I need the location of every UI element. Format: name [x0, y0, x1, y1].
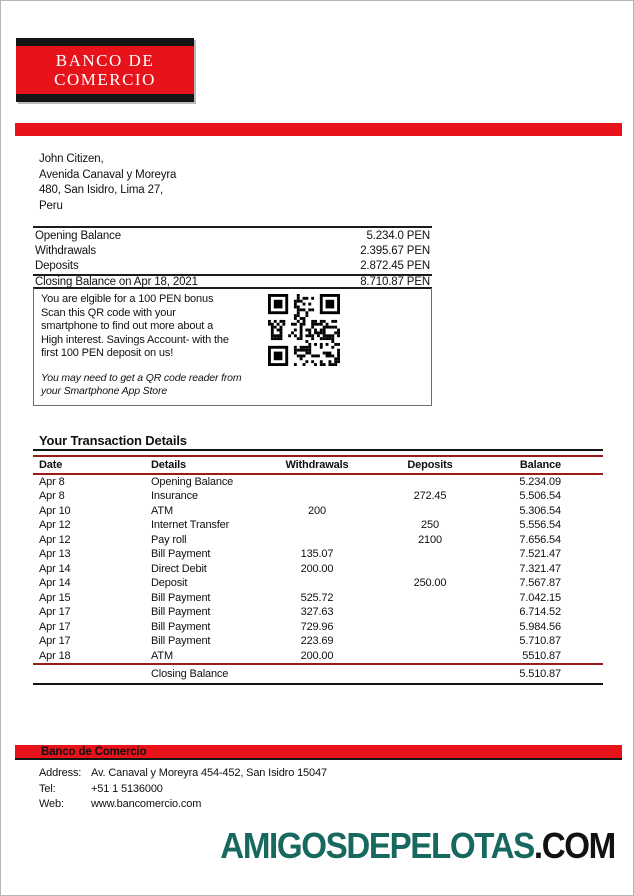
web-label: Web: — [39, 798, 64, 811]
promo-note — [41, 372, 241, 397]
cell-balance: 5.556.54 — [519, 519, 561, 531]
summary-label: Opening Balance — [35, 229, 121, 242]
table-row — [33, 547, 603, 562]
cell-deposits — [381, 649, 479, 665]
cell-deposits: 250 — [421, 519, 439, 531]
cell-balance: 5.306.54 — [519, 504, 561, 517]
promo-text-line: You are elgible for a 100 PEN bonus — [41, 293, 214, 305]
cell-withdrawals: 327.63 — [300, 606, 334, 618]
cell-withdrawals: 223.69 — [300, 635, 334, 647]
cell-balance: 5.984.56 — [519, 620, 561, 633]
cell-details: Insurance — [151, 490, 198, 502]
cell-balance: 7.321.47 — [519, 562, 561, 575]
table-row — [33, 474, 603, 490]
watermark — [220, 825, 615, 867]
promo-text-line: first 100 PEN deposit on us! — [41, 347, 174, 359]
cell-date: Apr 13 — [39, 548, 71, 560]
summary-value: 2.872.45 PEN — [360, 260, 430, 273]
cell-balance: 7.656.54 — [519, 533, 561, 546]
cell-details: Bill Payment — [151, 548, 211, 560]
watermark-main: AMIGOSDEPELOTAS — [220, 825, 535, 866]
cell-withdrawals — [253, 533, 381, 548]
table-row — [33, 518, 603, 533]
cell-withdrawals — [253, 518, 381, 533]
summary-label: Deposits — [35, 260, 79, 273]
col-header-balance: Balance — [519, 458, 561, 471]
recipient-line: John Citizen, — [39, 153, 104, 165]
table-row — [33, 591, 603, 606]
cell-details: Internet Transfer — [151, 519, 230, 531]
recipient-line: 480, San Isidro, Lima 27, — [39, 184, 164, 196]
cell-date: Apr 12 — [39, 519, 71, 531]
cell-details: Pay roll — [151, 533, 187, 546]
summary-row — [33, 243, 432, 258]
cell-deposits — [381, 591, 479, 606]
promo-text-line: smartphone to find out more about a — [41, 320, 214, 332]
cell-withdrawals: 200.00 — [300, 649, 334, 662]
cell-balance: 5.710.87 — [519, 635, 561, 647]
bank-logo-line1: BANCO DE — [55, 51, 155, 70]
cell-withdrawals: 729.96 — [300, 620, 334, 633]
cell-date: Apr 12 — [39, 533, 71, 546]
summary-label: Withdrawals — [35, 244, 96, 257]
cell-date: Apr 14 — [39, 562, 71, 575]
cell-deposits — [381, 547, 479, 562]
promo-text-line: Scan this QR code with your — [41, 306, 176, 319]
qr-code-icon — [268, 294, 340, 366]
col-header-deposits: Deposits — [407, 458, 453, 471]
cell-details: Direct Debit — [151, 562, 207, 575]
cell-deposits — [381, 664, 479, 684]
transactions-body — [33, 474, 603, 665]
cell-withdrawals: 525.72 — [300, 591, 334, 604]
table-row — [33, 649, 603, 665]
table-row — [33, 620, 603, 635]
cell-deposits: 272.45 — [413, 490, 447, 502]
tel-value: +51 1 5136000 — [91, 782, 163, 795]
watermark-suffix: .COM — [534, 825, 615, 866]
table-row — [33, 562, 603, 577]
address-label: Address: — [39, 767, 82, 779]
cell-details: ATM — [151, 649, 173, 662]
cell-balance: 5.234.09 — [519, 475, 561, 488]
table-row — [33, 489, 603, 504]
summary-value: 8.710.87 PEN — [360, 275, 430, 288]
cell-details: Bill Payment — [151, 620, 211, 633]
transactions-title: Your Transaction Details — [39, 433, 187, 448]
cell-withdrawals — [253, 576, 381, 591]
cell-withdrawals: 200.00 — [300, 562, 334, 575]
col-header-withdrawals: Withdrawals — [285, 458, 349, 471]
bank-logo — [16, 38, 194, 102]
cell-date: Apr 15 — [39, 591, 71, 604]
cell-balance: 6.714.52 — [519, 606, 561, 618]
address-value: Av. Canaval y Moreyra 454-452, San Isidro 15047 — [91, 767, 327, 779]
closing-balance-label: Closing Balance — [151, 667, 229, 680]
cell-date: Apr 17 — [39, 635, 71, 647]
recipient-address-block — [39, 152, 176, 214]
summary-row — [33, 228, 432, 243]
promo-text-line: High interest. Savings Account- with the — [41, 333, 229, 346]
table-row — [33, 605, 603, 620]
cell-date: Apr 17 — [39, 620, 71, 633]
footer-web-row — [39, 797, 327, 813]
recipient-line: Avenida Canaval y Moreyra — [39, 168, 177, 181]
promo-text — [41, 293, 276, 361]
summary-label: Closing Balance on Apr 18, 2021 — [35, 275, 198, 288]
cell-date: Apr 14 — [39, 577, 71, 589]
cell-deposits: 250.00 — [413, 577, 447, 589]
summary-row — [33, 274, 432, 289]
cell-deposits — [381, 562, 479, 577]
footer-contact-block — [39, 766, 327, 813]
closing-balance-row — [33, 664, 603, 684]
col-header-date: Date — [39, 458, 63, 471]
cell-deposits — [381, 605, 479, 620]
cell-details: ATM — [151, 504, 173, 517]
cell-withdrawals — [253, 664, 381, 684]
closing-balance-value: 5.510.87 — [519, 667, 561, 680]
transactions-header — [33, 456, 603, 474]
recipient-line: Peru — [39, 199, 63, 212]
cell-deposits — [381, 504, 479, 519]
cell-details: Opening Balance — [151, 475, 234, 488]
cell-date: Apr 8 — [39, 475, 65, 488]
cell-withdrawals — [253, 474, 381, 490]
tel-label: Tel: — [39, 782, 56, 795]
cell-balance: 5510.87 — [522, 649, 561, 662]
promo-box — [33, 288, 432, 406]
footer-bank-bar — [15, 745, 622, 760]
summary-value: 5.234.0 PEN — [366, 229, 430, 242]
title-rule — [33, 449, 603, 451]
cell-deposits: 2100 — [418, 533, 442, 546]
cell-details: Bill Payment — [151, 606, 211, 618]
col-header-details: Details — [151, 458, 187, 471]
cell-date: Apr 18 — [39, 649, 71, 662]
promo-note-line: your Smartphone App Store — [41, 384, 168, 397]
cell-date: Apr 17 — [39, 606, 71, 618]
transactions-footer — [33, 664, 603, 684]
cell-balance: 7.521.47 — [519, 548, 561, 560]
cell-balance: 7.042.15 — [519, 591, 561, 604]
cell-withdrawals: 200 — [308, 504, 326, 517]
bank-logo-plate — [16, 38, 194, 102]
header-row — [33, 456, 603, 474]
cell-balance: 5.506.54 — [519, 490, 561, 502]
table-row — [33, 533, 603, 548]
promo-note-line: You may need to get a QR code reader from — [41, 372, 242, 384]
bank-logo-line2: COMERCIO — [54, 70, 156, 89]
red-divider-bar — [15, 123, 622, 136]
cell-withdrawals — [253, 489, 381, 504]
cell-date — [33, 664, 133, 684]
cell-balance: 7.567.87 — [519, 577, 561, 589]
balance-summary-table — [33, 226, 432, 289]
table-row — [33, 634, 603, 649]
transactions-table — [33, 455, 603, 685]
summary-row — [33, 259, 432, 274]
table-row — [33, 576, 603, 591]
footer-bank-name: Banco de Comercio — [41, 745, 147, 758]
cell-details: Deposit — [151, 577, 188, 589]
cell-deposits — [381, 634, 479, 649]
cell-date: Apr 10 — [39, 504, 71, 517]
cell-details: Bill Payment — [151, 591, 211, 604]
summary-value: 2.395.67 PEN — [360, 244, 430, 257]
cell-deposits — [381, 474, 479, 490]
cell-withdrawals: 135.07 — [300, 548, 334, 560]
cell-date: Apr 8 — [39, 490, 65, 502]
footer-tel-row — [39, 782, 327, 798]
cell-details: Bill Payment — [151, 635, 211, 647]
cell-deposits — [381, 620, 479, 635]
footer-address-row — [39, 766, 327, 782]
web-value: www.bancomercio.com — [91, 798, 202, 811]
table-row — [33, 504, 603, 519]
